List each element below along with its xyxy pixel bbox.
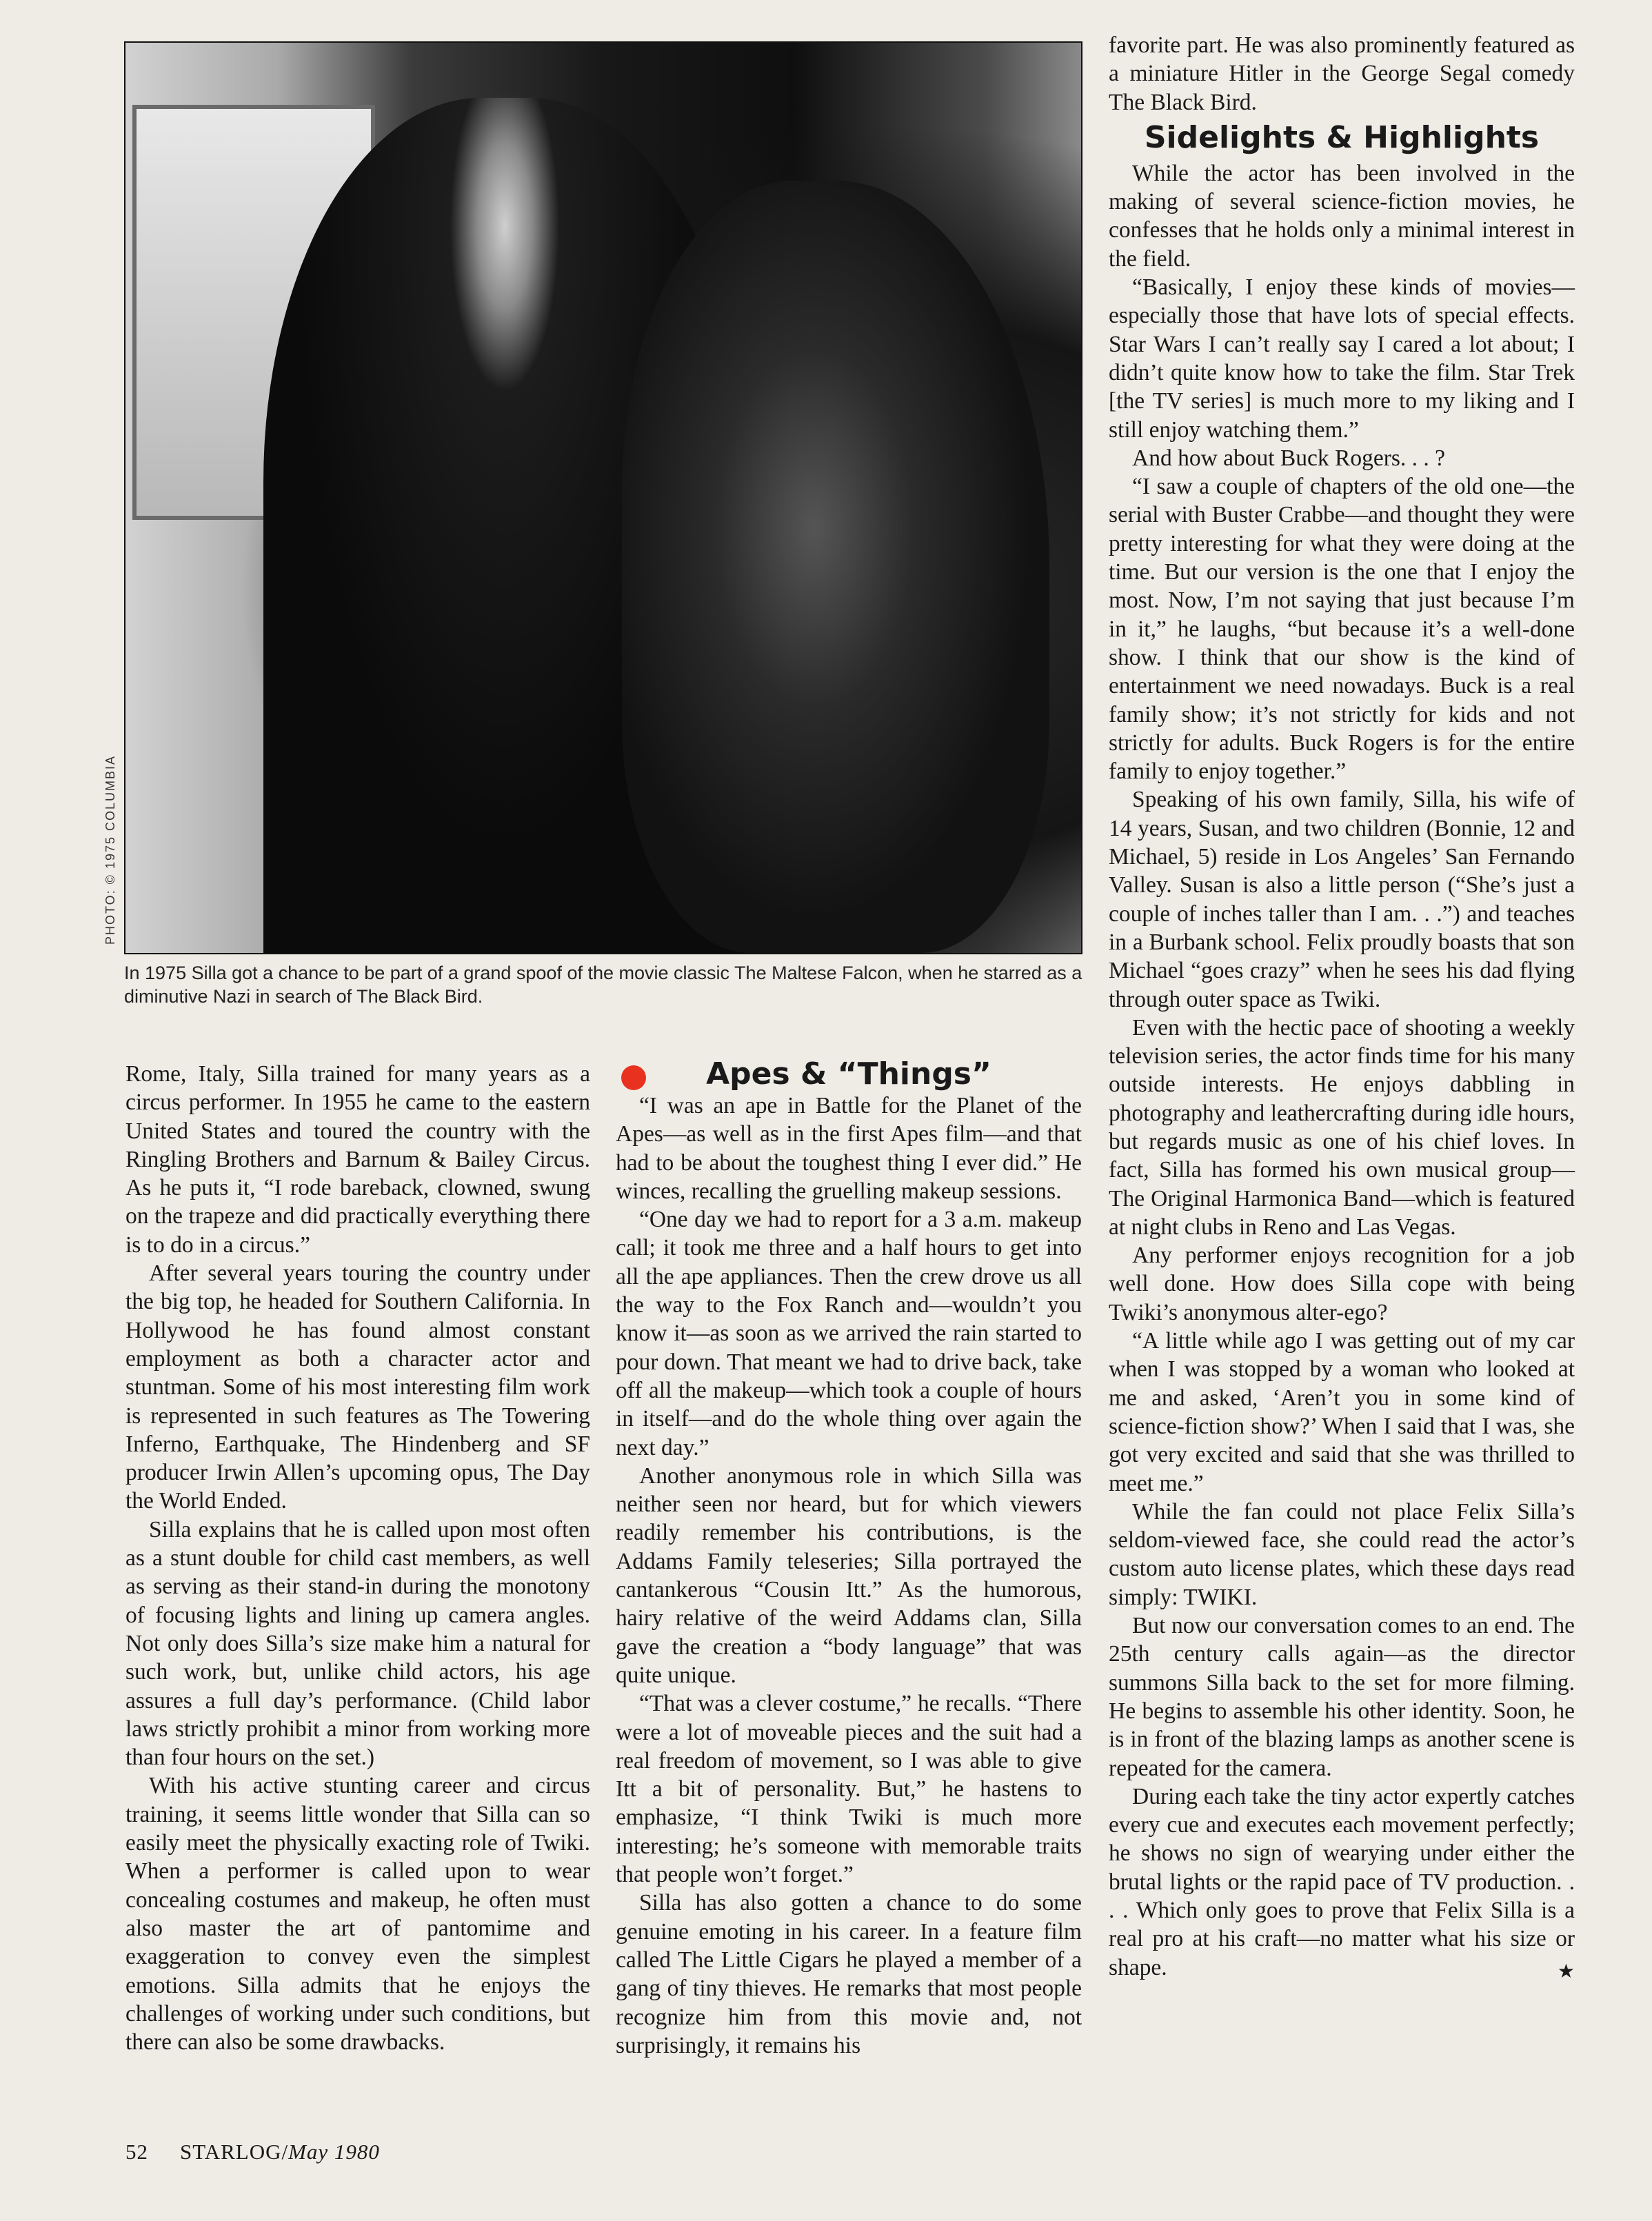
col3-paragraph: Even with the hectic pace of shooting a weekly television series, the actor finds time for his many outside interests. He enjoys dabbling in photography and leathercrafting during idle hours, but regards music as one of his chief loves. In fact, Silla has formed his own musical group—The Original Harmonica Band—which is featured at night clubs in Reno and Las Vegas.: [1109, 1014, 1575, 1240]
section-heading-text: Apes & “Things”: [706, 1056, 991, 1092]
col1-paragraph: With his active stunting career and circus training, it seems little wonder that Silla can so easily meet the physically exacting role of Twiki. When a performer is called upon to wear concealing costumes and makeup, he often must also master the art of pantomime and exaggeration to convey even the simplest emotions. Silla admits that he enjoys the challenges of working under such conditions, but there can also be some drawbacks.: [125, 1773, 590, 2056]
section-heading-sidelights: Sidelights & Highlights: [1144, 119, 1540, 155]
col3-final-text: During each take the tiny actor expertly catches every cue and executes each movement perfectly; he shows no sign of wearying under either the brutal lights or the rapid pace of TV production. . . . Which only goes to prove that Felix Silla is a real pro at his craft—no matter what his size or shape.: [1109, 1783, 1575, 1980]
col3-paragraph: “Basically, I enjoy these kinds of movies—especially those that have lots of special effects. Star Wars I can’t really say I cared a lot about; I didn’t quite know how to take the film. Star Trek [the TV series] is much more to my liking and I still enjoy watching them.”: [1109, 274, 1575, 443]
end-star-icon: ★: [1557, 1960, 1575, 1982]
photo-credit: PHOTO: © 1975 COLUMBIA: [103, 754, 117, 945]
col3-paragraph: But now our conversation comes to an end. The 25th century calls again—as the director summons Silla back to the set for more filming. He begins to assemble his other identity. Soon, he is in front of the blazing lamps as another scene is repeated for the camera.: [1109, 1613, 1575, 1781]
col3-paragraph: “I saw a couple of chapters of the old one—the serial with Buster Crabbe—and thought they were pretty interesting for what they were doing at the time. But our version is the one that I enjoy the most. Now, I’m not saying that just because I’m in it,” he laughs, “but because it’s a well-done show. I think that our show is the kind of entertainment we need nowadays. Buck is a real family show; it’s not strictly for kids and not strictly for adults. Buck Rogers is for the entire family to enjoy together.”: [1109, 474, 1575, 785]
section-heading-apes: [616, 1056, 1082, 1092]
col3-paragraph: “A little while ago I was getting out of my car when I was stopped by a woman who looked at me and asked, ‘Aren’t you in some kind of science-fiction show?’ When I said that I was, she got very excited and said that she was thrilled to meet me.”: [1109, 1328, 1575, 1496]
col2-paragraph: “That was a clever costume,” he recalls. “There were a lot of moveable pieces and the suit had a real freedom of movement, so I was able to give Itt a bit of personality. But,” he hastens to emphasize, “I think Twiki is much more interesting; he’s someone with memorable traits that people won’t forget.”: [616, 1691, 1082, 1888]
col3-paragraph: While the actor has been involved in the making of several science-fiction movies, he confesses that he holds only a minimal interest in the field.: [1109, 160, 1575, 272]
col2-paragraph: “I was an ape in Battle for the Planet of the Apes—as well as in the first Apes film—and that had to be about the toughest thing I ever did.” He winces, recalling the gruelling makeup sessions.: [616, 1093, 1082, 1204]
col2-paragraph: Another anonymous role in which Silla was neither seen nor heard, but for which viewers readily remember his contributions, is the Addams Family teleseries; Silla portrayed the cantankerous “Cousin Itt.” As the humorous, hairy relative of the weird Addams clan, Silla gave the creation a “body language” that was quite unique.: [616, 1463, 1082, 1688]
col3-final-paragraph: [1109, 1782, 1575, 1982]
col1-paragraph: Silla explains that he is called upon most often as a stunt double for child cast members, as well as serving as their stand-in during the monotony of focusing lights and lining up camera angles. Not only does Silla’s size make him a natural for such work, but, unlike child actors, his age assures a full day’s performance. (Child labor laws strictly prohibit a minor from working more than four hours on the set.): [125, 1516, 590, 1771]
magazine-name: STARLOG/: [180, 2140, 289, 2164]
photo-black-bird-still: [124, 41, 1082, 954]
page-number: 52: [125, 2140, 148, 2164]
col3-paragraph: And how about Buck Rogers. . . ?: [1132, 445, 1446, 471]
column-2: [616, 1056, 1082, 2060]
col2-paragraph: Silla has also gotten a chance to do some genuine emoting in his career. In a feature film called The Little Cigars he played a member of a gang of tiny thieves. He remarks that most people recognize him from this movie and, not surprisingly, it remains his: [616, 1890, 1082, 2058]
column-3: [1109, 31, 1575, 1986]
photo-caption: In 1975 Silla got a chance to be part of a grand spoof of the movie classic The Maltese Falcon, when he starred as a diminutive Nazi in search of The Black Bird.: [124, 963, 1082, 1007]
photo-black-bird-statue: [622, 181, 1049, 953]
col2-paragraph: “One day we had to report for a 3 a.m. makeup call; it took me three and a half hours to get into all the ape appliances. Then the crew drove us all the way to the Fox Ranch and—wouldn’t you know it—as soon as we arrived the rain started to pour down. That meant we had to drive back, take off all the makeup—which took a couple of hours in itself—and do the whole thing over again the next day.”: [616, 1207, 1082, 1460]
issue-date: May 1980: [288, 2140, 380, 2164]
column-1: [125, 1060, 590, 2056]
col1-paragraph: After several years touring the country under the big top, he headed for Southern California. In Hollywood he has found almost constant employment as both a character actor and stuntman. Some of his most interesting film work is represented in such features as The Towering Inferno, Earthquake, The Hindenberg and SF producer Irwin Allen’s upcoming opus, The Day the World Ended.: [125, 1260, 590, 1514]
col1-paragraph: Rome, Italy, Silla trained for many years as a circus performer. In 1955 he came to the eastern United States and toured the country with the Ringling Brothers and Barnum & Bailey Circus. As he puts it, “I rode bareback, clowned, swung on the trapeze and did practically everything there is to do in a circus.”: [125, 1061, 590, 1258]
col3-lead-paragraph: favorite part. He was also prominently featured as a miniature Hitler in the George Segal comedy The Black Bird.: [1109, 32, 1575, 115]
col3-paragraph: Speaking of his own family, Silla, his wife of 14 years, Susan, and two children (Bonnie, 12 and Michael, 5) reside in Los Angeles’ San Fernando Valley. Susan is also a little person (“She’s just a couple of inches taller than I am. . .”) and teaches in a Burbank school. Felix proudly boasts that son Michael “goes crazy” when he sees his dad flying through outer space as Twiki.: [1109, 787, 1575, 1012]
col3-paragraph: While the fan could not place Felix Silla’s seldom-viewed face, she could read the actor’s custom auto license plates, which these days read simply: TWIKI.: [1109, 1498, 1575, 1610]
page-footer: [125, 2140, 380, 2164]
col3-paragraph: Any performer enjoys recognition for a job well done. How does Silla cope with being Twiki’s anonymous alter-ego?: [1109, 1243, 1575, 1325]
